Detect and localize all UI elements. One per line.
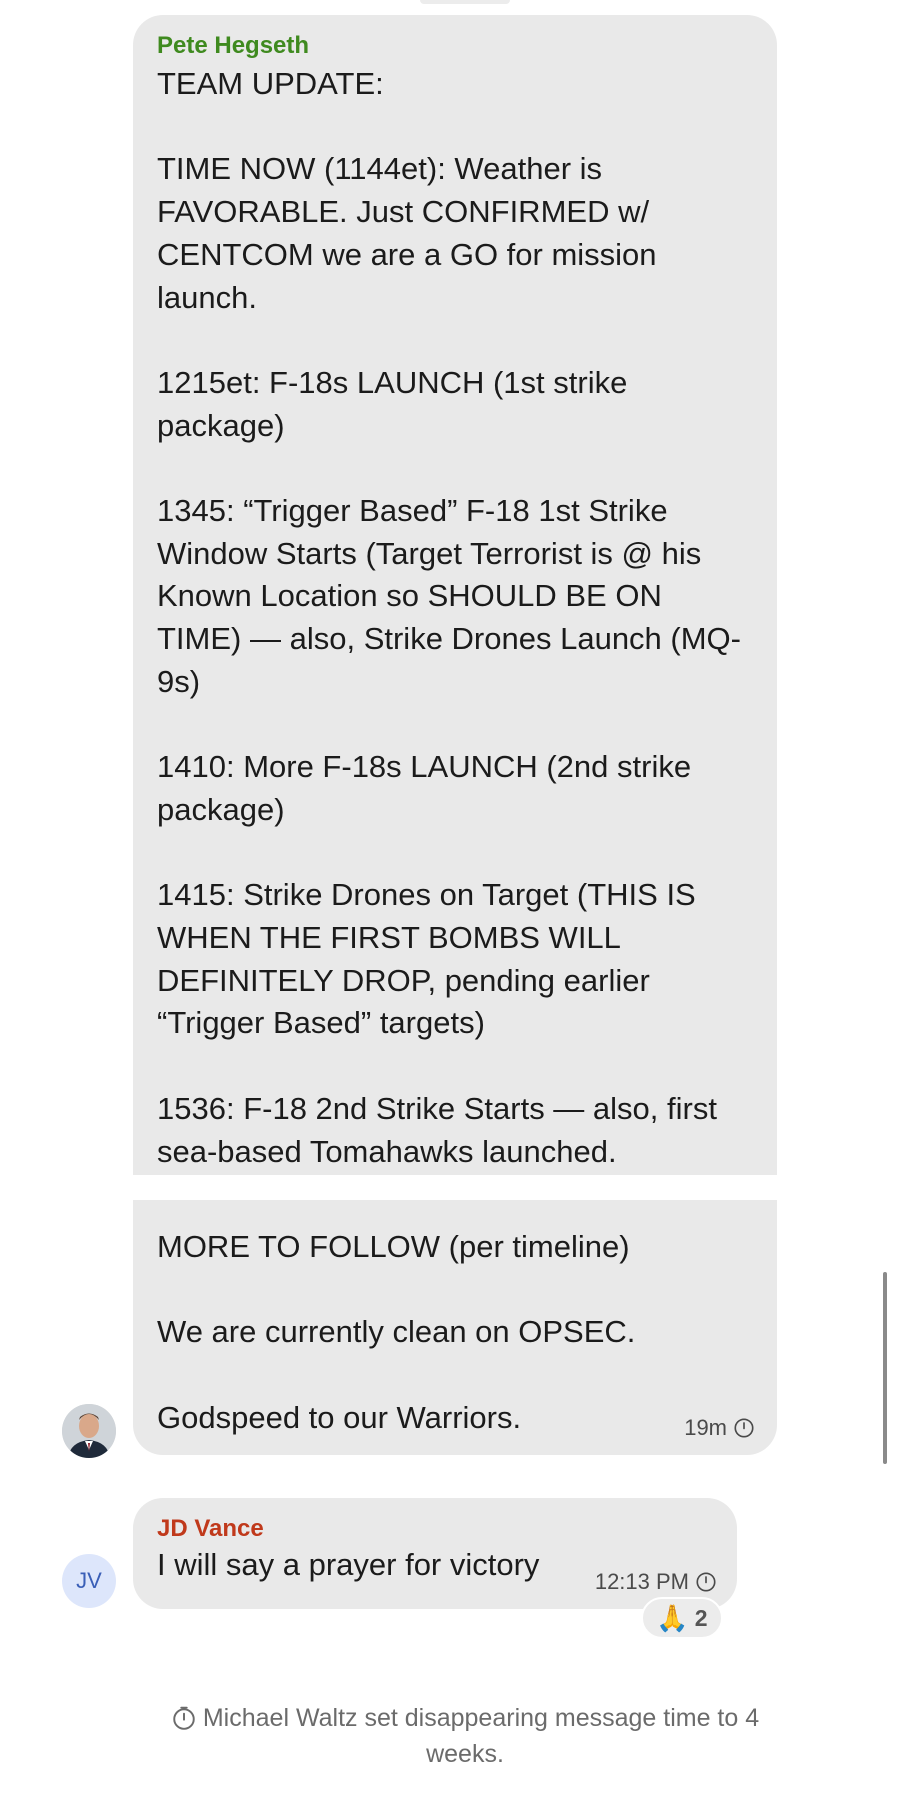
reaction-badge[interactable] [641,1597,723,1639]
profile-photo-icon [62,1404,116,1458]
message-text: I will say a prayer for victory [157,1547,540,1582]
system-message-text: Michael Waltz set disappearing message time to 4 weeks. [202,1704,760,1768]
system-message [140,1700,790,1772]
avatar-initials: JV [76,1568,102,1593]
message-bubble-pete-2[interactable] [133,1200,777,1455]
disappearing-timer-icon [695,1571,717,1593]
message-meta [684,1415,755,1441]
message-timestamp: 19m [684,1415,727,1440]
sender-name[interactable]: JD Vance [157,1515,264,1542]
scrollbar[interactable] [883,1272,887,1464]
avatar[interactable] [62,1554,116,1608]
message-text: TEAM UPDATE: TIME NOW (1144et): Weather is FAVORABLE. Just CONFIRMED w/ CENTCOM we are a GO for mission launch. 1215et: F-18s LAUNCH (1st strike package) 1345: “Trigger Based” F-18 1st Strike Window Starts (Target Terrorist is @ his Known Location so SHOULD BE ON TIME) — also, Strike Drones Launch (MQ-9s) 1410: More F-18s LAUNCH (2nd strike package) 1415: Strike Drones on Target (THIS IS WHEN THE FIRST BOMBS WILL DEFINITELY DROP, pending earlier “Trigger Based” targets) 1536: F-18 2nd Strike Starts — also, first sea-based Tomahawks launched. [157,66,741,1169]
reaction-count: 2 [694,1604,708,1631]
message-meta [595,1569,717,1595]
sender-name[interactable]: Pete Hegseth [157,32,310,59]
avatar[interactable] [62,1404,116,1458]
message-text: MORE TO FOLLOW (per timeline) We are currently clean on OPSEC. Godspeed to our Warriors. [157,1229,636,1435]
message-bubble-pete-1[interactable] [133,15,777,1175]
message-bubble-jd[interactable] [133,1498,737,1609]
previous-message-edge [420,0,510,4]
disappearing-timer-icon [733,1417,755,1439]
timer-icon [171,1705,197,1731]
message-timestamp: 12:13 PM [594,1569,689,1594]
folded-hands-emoji-icon: 🙏 [656,1603,689,1633]
